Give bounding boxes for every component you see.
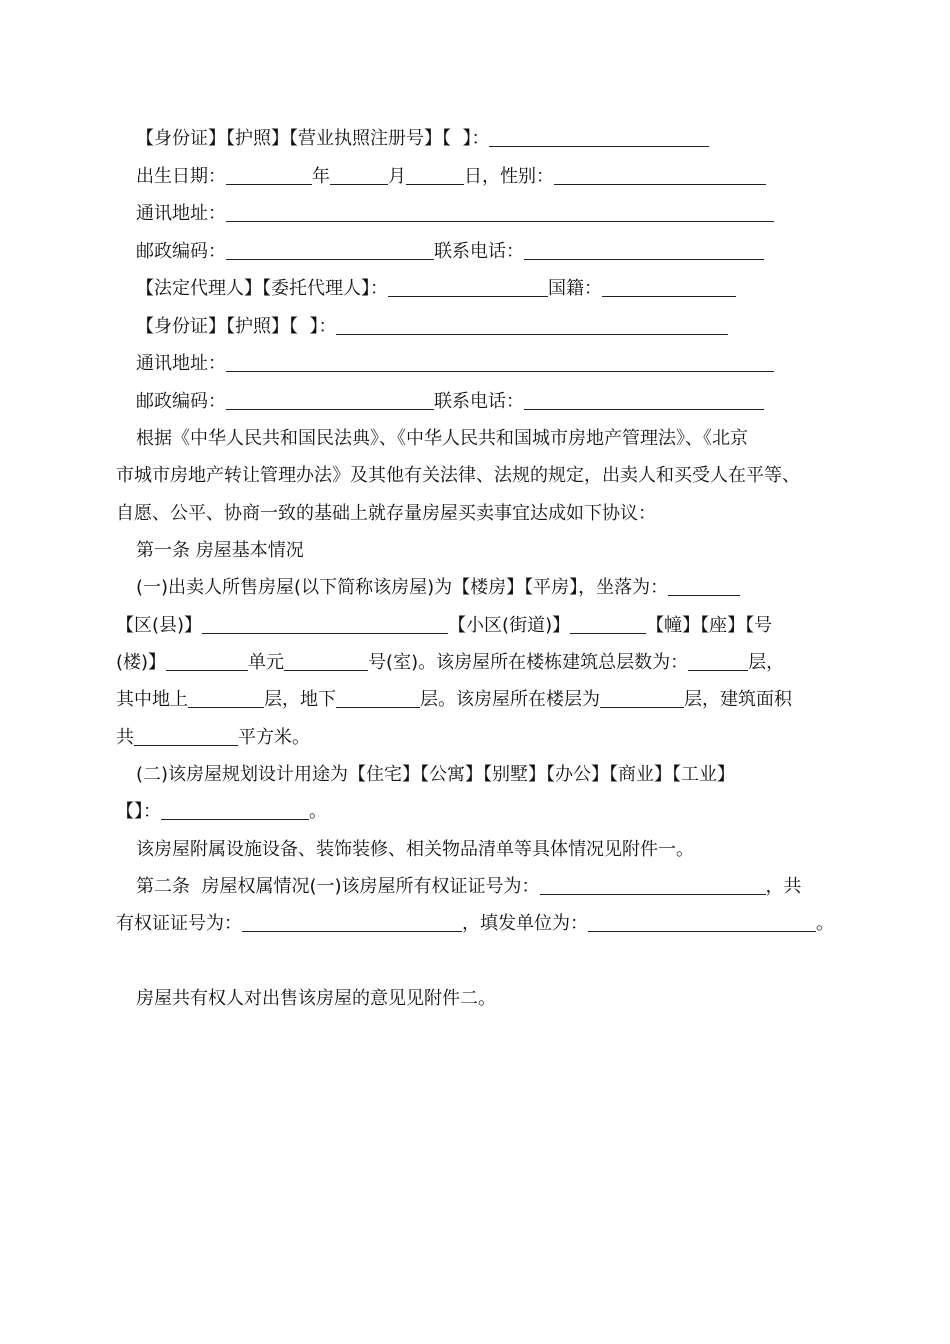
other-use-label: 【】： bbox=[116, 801, 161, 822]
agent-label: 【法定代理人】【委托代理人】： bbox=[136, 278, 388, 299]
address-label: 通讯地址： bbox=[136, 203, 226, 224]
floor-blank[interactable] bbox=[600, 689, 684, 708]
preamble-line-3: 自愿、公平、协商一致的基础上就存量房屋买卖事宜达成如下协议： bbox=[116, 503, 656, 524]
unit-label: 单元 bbox=[248, 652, 285, 673]
nationality-label: 国籍： bbox=[548, 278, 602, 299]
year-label: 年 bbox=[312, 166, 330, 187]
building-suffix-label: (楼)】 bbox=[116, 652, 167, 673]
agent-postcode-blank[interactable] bbox=[226, 391, 434, 410]
agent-id-line bbox=[136, 315, 728, 339]
issuer-end: 。 bbox=[816, 913, 834, 934]
agent-address-blank[interactable] bbox=[226, 353, 774, 372]
day-blank[interactable] bbox=[406, 166, 464, 185]
co-owner-note: 房屋共有权人对出售该房屋的意见见附件二。 bbox=[136, 988, 496, 1009]
article1-p1-line2 bbox=[116, 614, 772, 638]
location-label: (一)出卖人所售房屋(以下简称该房屋)为【楼房】【平房】，坐落为： bbox=[136, 577, 669, 598]
postcode-blank[interactable] bbox=[226, 241, 434, 260]
floors-label: 层， bbox=[748, 652, 785, 673]
agent-address-line bbox=[136, 352, 774, 376]
birth-line bbox=[136, 165, 766, 189]
agent-address-label: 通讯地址： bbox=[136, 353, 226, 374]
total-floors-blank[interactable] bbox=[688, 652, 748, 671]
agent-phone-label: 联系电话： bbox=[434, 391, 524, 412]
article1-heading: 第一条 房屋基本情况 bbox=[136, 540, 304, 561]
above-ground-label: 其中地上 bbox=[116, 689, 188, 710]
article2-line2 bbox=[116, 912, 834, 936]
other-use-end: 。 bbox=[309, 801, 327, 822]
phone-blank[interactable] bbox=[524, 241, 764, 260]
community-label: 【小区(街道)】 bbox=[448, 615, 571, 636]
id-blank[interactable] bbox=[489, 128, 709, 147]
month-label: 月 bbox=[388, 166, 406, 187]
issuer-blank[interactable] bbox=[588, 913, 816, 932]
below-ground-blank[interactable] bbox=[336, 689, 420, 708]
month-blank[interactable] bbox=[330, 166, 388, 185]
ownership-cert-label: 第二条 房屋权属情况(一)该房屋所有权证证号为： bbox=[136, 876, 540, 897]
article1-p1-line3 bbox=[116, 651, 784, 675]
district-blank[interactable] bbox=[202, 615, 448, 634]
agent-phone-blank[interactable] bbox=[524, 391, 764, 410]
co-owner-cert-label: 有权证证号为： bbox=[116, 913, 242, 934]
nationality-blank[interactable] bbox=[602, 278, 736, 297]
article1-p1-line4 bbox=[116, 688, 792, 712]
agent-id-label: 【身份证】【护照】【 】： bbox=[136, 316, 337, 337]
agent-id-blank[interactable] bbox=[336, 316, 728, 335]
agent-blank[interactable] bbox=[388, 278, 548, 297]
agent-line bbox=[136, 277, 736, 301]
postcode-line bbox=[136, 240, 764, 264]
district-label: 【区(县)】 bbox=[116, 615, 203, 636]
article1-p1-line1 bbox=[136, 576, 740, 600]
above-ground-blank[interactable] bbox=[188, 689, 264, 708]
co-owner-prefix: ，共 bbox=[765, 876, 802, 897]
ownership-cert-blank[interactable] bbox=[540, 876, 766, 895]
area-blank[interactable] bbox=[134, 727, 238, 746]
article1-p2-line2 bbox=[116, 800, 327, 824]
building-blank[interactable] bbox=[166, 652, 248, 671]
preamble-line-2: 市城市房地产转让管理办法》及其他有关法律、法规的规定，出卖人和买受人在平等、 bbox=[116, 465, 800, 486]
address-blank[interactable] bbox=[226, 203, 774, 222]
community-blank[interactable] bbox=[570, 615, 646, 634]
floor-label: 层。该房屋所在楼层为 bbox=[420, 689, 600, 710]
id-label: 【身份证】【护照】【营业执照注册号】【 】： bbox=[136, 128, 490, 149]
area-prefix: 共 bbox=[116, 727, 134, 748]
article1-p2-line1: (二)该房屋规划设计用途为【住宅】【公寓】【别墅】【办公】【商业】【工业】 bbox=[136, 764, 736, 785]
room-label: 号(室)。该房屋所在楼栋建筑总层数为： bbox=[368, 652, 689, 673]
article1-p1-line5 bbox=[116, 726, 310, 750]
agent-postcode-line bbox=[136, 390, 764, 414]
article2-line1 bbox=[136, 875, 802, 899]
birth-label: 出生日期： bbox=[136, 166, 226, 187]
id-line bbox=[136, 127, 709, 151]
year-blank[interactable] bbox=[226, 166, 312, 185]
agent-postcode-label: 邮政编码： bbox=[136, 391, 226, 412]
area-unit: 平方米。 bbox=[238, 727, 310, 748]
below-ground-label: 层，地下 bbox=[264, 689, 336, 710]
postcode-label: 邮政编码： bbox=[136, 241, 226, 262]
other-use-blank[interactable] bbox=[161, 801, 309, 820]
area-label: 层，建筑面积 bbox=[684, 689, 792, 710]
co-owner-cert-blank[interactable] bbox=[242, 913, 462, 932]
building-label: 【幢】【座】【号 bbox=[646, 615, 773, 636]
location-blank[interactable] bbox=[668, 577, 740, 596]
phone-label: 联系电话： bbox=[434, 241, 524, 262]
unit-blank[interactable] bbox=[284, 652, 368, 671]
day-gender-label: 日，性别： bbox=[464, 166, 554, 187]
gender-blank[interactable] bbox=[554, 166, 766, 185]
article1-p3: 该房屋附属设施设备、装饰装修、相关物品清单等具体情况见附件一。 bbox=[136, 839, 694, 860]
preamble-line-1: 根据《中华人民共和国民法典》、《中华人民共和国城市房地产管理法》、《北京 bbox=[136, 428, 748, 449]
address-line bbox=[136, 202, 774, 226]
issuer-label: ，填发单位为： bbox=[462, 913, 588, 934]
